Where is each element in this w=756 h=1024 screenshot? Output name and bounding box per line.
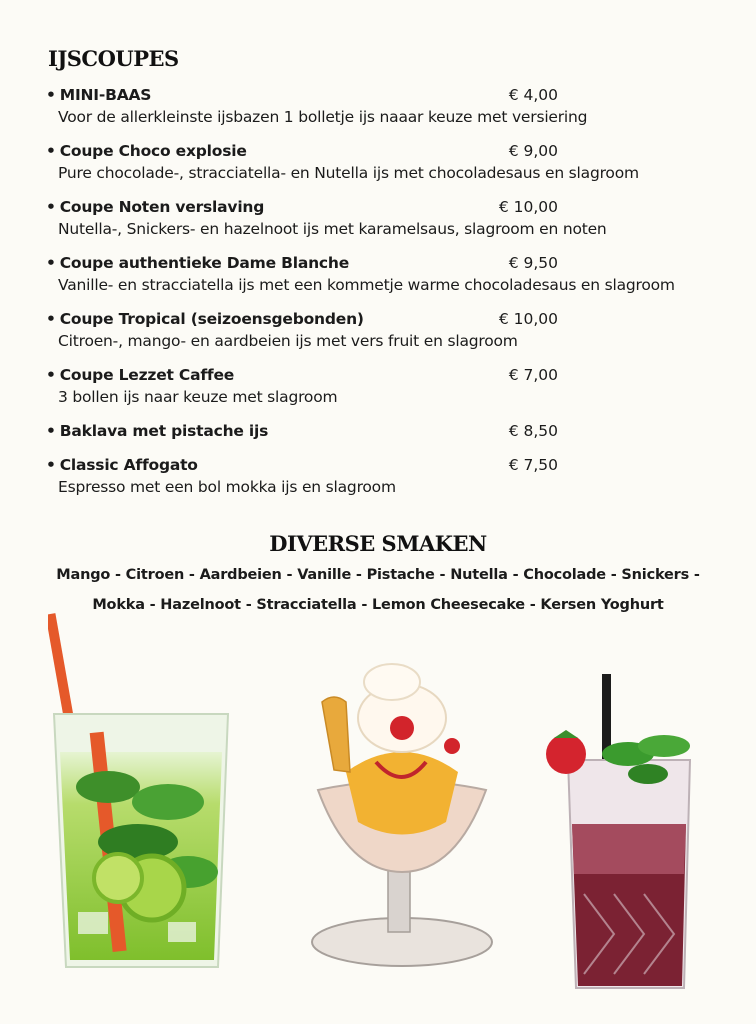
flavor-line: Mokka - Hazelnoot - Stracciatella - Lemon Cheesecake - Kersen Yoghurt: [92, 596, 664, 613]
menu-item: [46, 140, 706, 184]
menu-list: [46, 84, 706, 498]
item-name: • Coupe Noten verslaving: [46, 196, 706, 218]
item-name: • Coupe Lezzet Caffee: [46, 364, 706, 386]
item-description: Citroen-, mango- en aardbeien ijs met vers fruit en slagroom: [58, 332, 518, 350]
item-price: € 9,50: [508, 254, 558, 272]
item-price: € 10,00: [498, 310, 558, 328]
item-description: 3 bollen ijs naar keuze met slagroom: [58, 388, 338, 406]
item-name: • Baklava met pistache ijs: [46, 420, 706, 442]
menu-item: [46, 420, 706, 442]
menu-item: [46, 196, 706, 240]
item-name: • Coupe Choco explosie: [46, 140, 706, 162]
item-description: Pure chocolade-, stracciatella- en Nutella ijs met chocoladesaus en slagroom: [58, 164, 639, 182]
drink-images: [0, 612, 756, 1012]
item-description: Vanille- en stracciatella ijs met een kommetje warme chocoladesaus en slagroom: [58, 276, 675, 294]
item-name: • Coupe authentieke Dame Blanche: [46, 252, 706, 274]
section-title-ijscoupes: IJSCOUPES: [48, 46, 179, 71]
menu-item: [46, 454, 706, 498]
item-price: € 4,00: [508, 86, 558, 104]
flavor-line: Mango - Citroen - Aardbeien - Vanille - Pistache - Nutella - Chocolade - Snickers -: [56, 567, 700, 583]
item-name: • MINI-BAAS: [46, 84, 706, 106]
item-price: € 8,50: [508, 422, 558, 440]
item-price: € 9,00: [508, 142, 558, 160]
item-name: • Classic Affogato: [46, 454, 706, 476]
ice-cream-coupe-image: [306, 662, 502, 972]
berry-cocktail-image: [544, 674, 704, 994]
section-title-diverse-smaken: DIVERSE SMAKEN: [269, 531, 487, 556]
menu-item: [46, 308, 706, 352]
menu-item: [46, 84, 706, 128]
item-price: € 7,50: [508, 456, 558, 474]
item-description: Nutella-, Snickers- en hazelnoot ijs met karamelsaus, slagroom en noten: [58, 220, 607, 238]
menu-item: [46, 252, 706, 296]
item-name: • Coupe Tropical (seizoensgebonden): [46, 308, 706, 330]
item-price: € 7,00: [508, 366, 558, 384]
mojito-glass-image: [48, 612, 238, 977]
menu-item: [46, 364, 706, 408]
item-description: Voor de allerkleinste ijsbazen 1 bolletje ijs naaar keuze met versiering: [58, 108, 588, 126]
item-price: € 10,00: [498, 198, 558, 216]
item-description: Espresso met een bol mokka ijs en slagroom: [58, 478, 396, 496]
